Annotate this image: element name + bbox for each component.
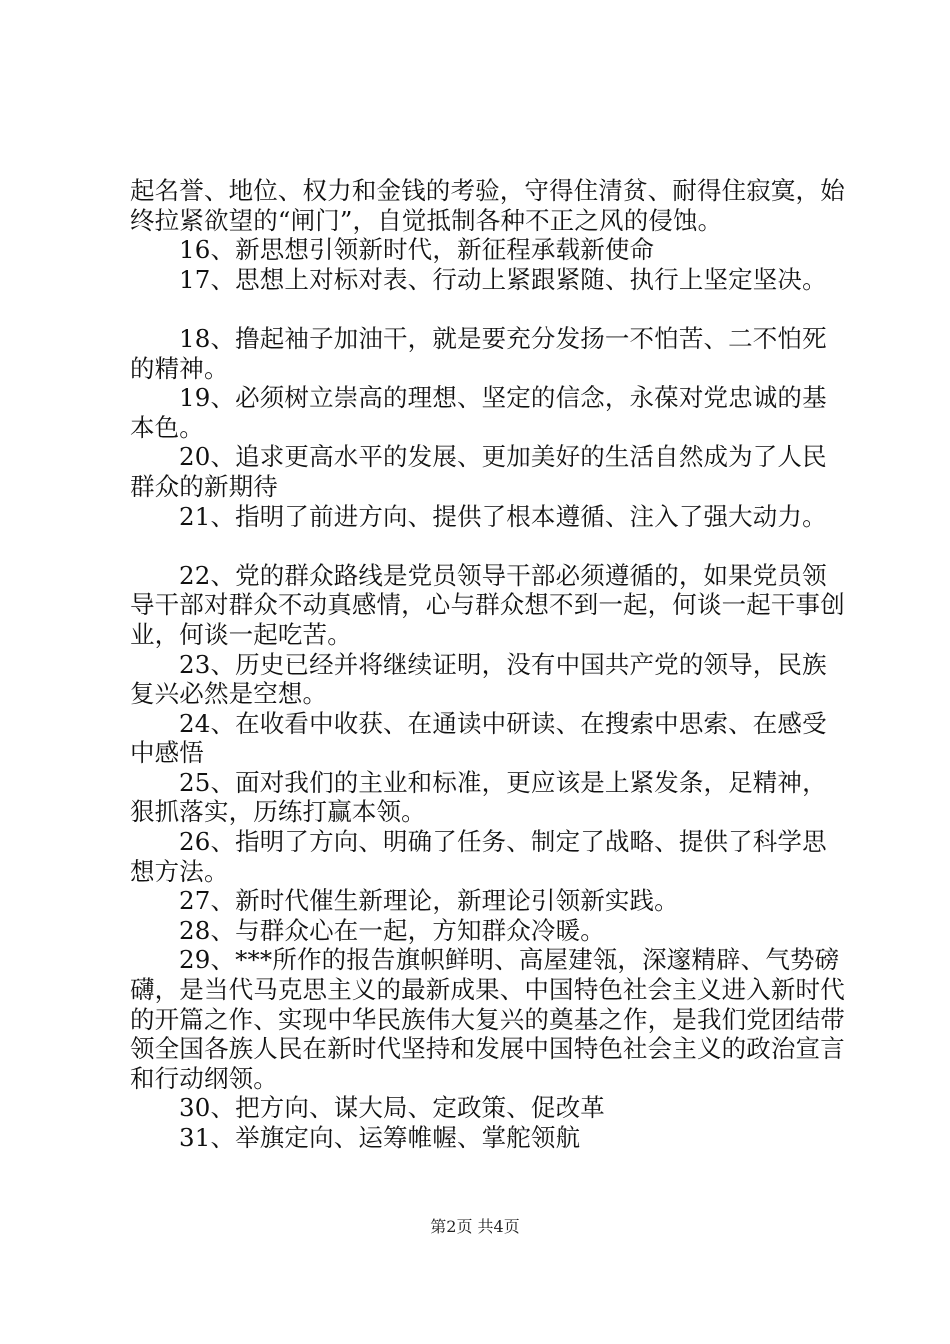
paragraph: 22、党的群众路线是党员领导干部必须遵循的，如果党员领导干部对群众不动真感情，心与群众想不到一起，何谈一起干事创业，何谈一起吃苦。: [130, 560, 845, 649]
paragraph: 21、指明了前进方向、提供了根本遵循、注入了强大动力。: [179, 501, 827, 531]
paragraph: 25、面对我们的主业和标准，更应该是上紧发条，足精神，狠抓落实，历练打赢本领。: [130, 767, 827, 827]
paragraph: 30、把方向、谋大局、定政策、促改革: [179, 1093, 605, 1123]
paragraph: 20、追求更高水平的发展、更加美好的生活自然成为了人民群众的新期待: [130, 442, 827, 501]
paragraph: 28、与群众心在一起，方知群众冷暖。: [179, 915, 605, 945]
paragraph-spacer: [130, 294, 846, 324]
paragraph: 18、撸起袖子加油干，就是要充分发扬一不怕苦、二不怕死的精神。: [130, 323, 827, 383]
paragraph: 27、新时代催生新理论，新理论引领新实践。: [179, 886, 679, 916]
paragraph: 17、思想上对标对表、行动上紧跟紧随、执行上坚定坚决。: [179, 264, 827, 294]
paragraph: 19、必须树立崇高的理想、坚定的信念，永葆对党忠诚的基本色。: [130, 383, 827, 442]
paragraph: 起名誉、地位、权力和金钱的考验，守得住清贫、耐得住寂寞，始终拉紧欲望的“闸门”，自觉抵制各种不正之风的侵蚀。: [130, 176, 845, 235]
document-body: [130, 176, 846, 1153]
paragraph: 16、新思想引领新时代，新征程承载新使命: [179, 235, 655, 265]
paragraph: 31、举旗定向、运筹帷幄、掌舵领航: [179, 1123, 581, 1152]
paragraph: 26、指明了方向、明确了任务、制定了战略、提供了科学思想方法。: [130, 827, 827, 886]
page-footer: 第2页 共4页: [430, 1217, 520, 1236]
paragraph: 29、***所作的报告旗帜鲜明、高屋建瓴，深邃精辟、气势磅礴，是当代马克思主义的最新成果、中国特色社会主义进入新时代的开篇之作、实现中华民族伟大复兴的奠基之作，是我们党团结带领全国各族人民在新时代坚持和发展中国特色社会主义的政治宣言和行动纲领。: [130, 945, 845, 1093]
paragraph-spacer: [130, 531, 846, 561]
paragraph: 24、在收看中收获、在通读中研读、在搜索中思索、在感受中感悟: [130, 708, 827, 768]
paragraph: 23、历史已经并将继续证明，没有中国共产党的领导，民族复兴必然是空想。: [130, 649, 827, 709]
